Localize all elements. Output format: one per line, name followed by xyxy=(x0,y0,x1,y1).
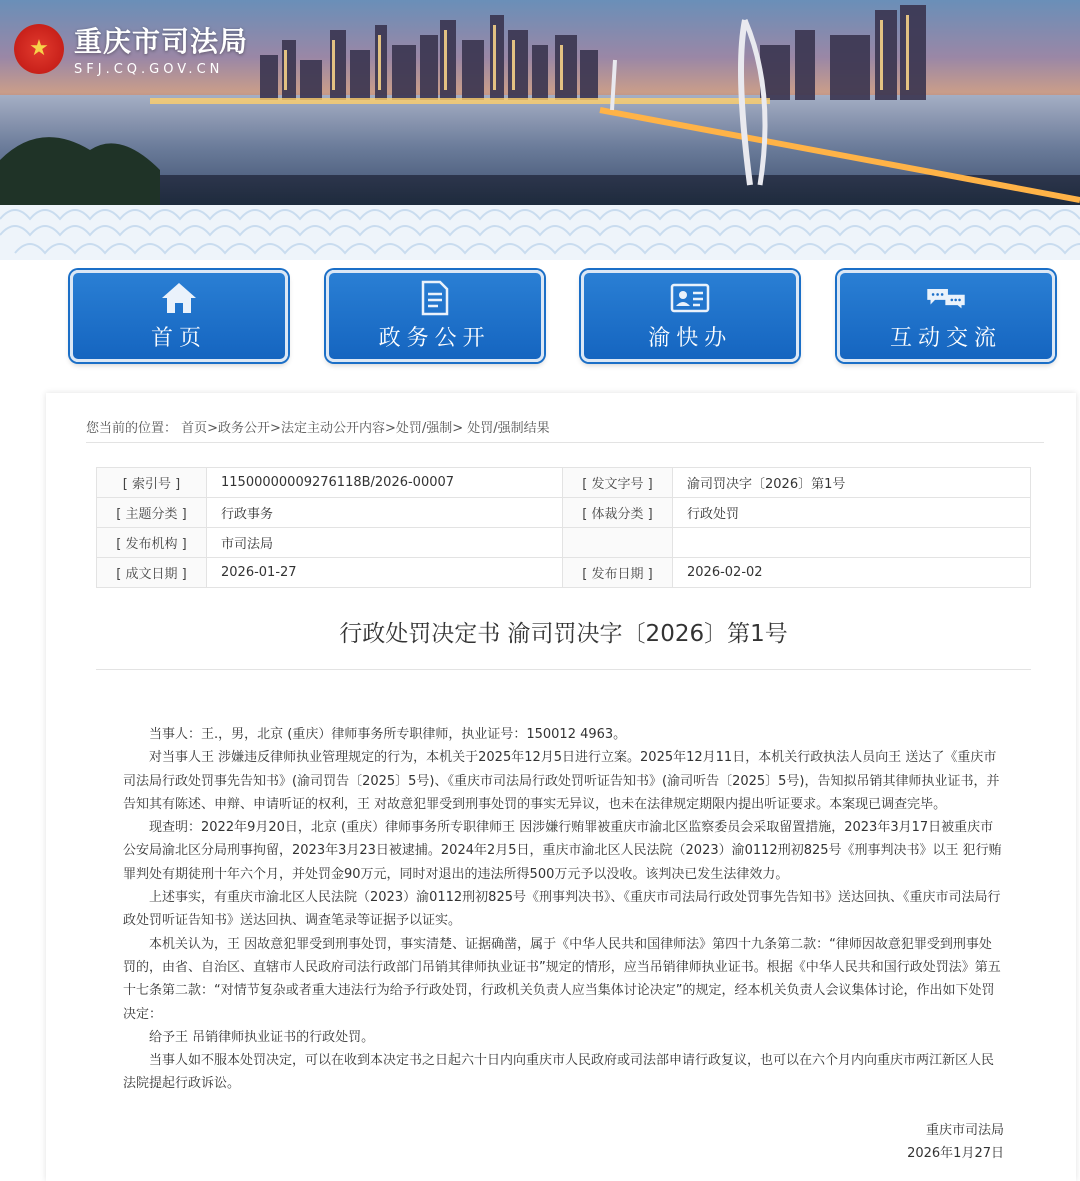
body-paragraph: 本机关认为，王 因故意犯罪受到刑事处罚，事实清楚、证据确凿，属于《中华人民共和国律师法》第四十九条第二款：“律师因故意犯罪受到刑事处罚的，由省、自治区、直辖市人民政府司法行政部门吊销其律师执业证书”规定的情形，应当吊销律师执业证书。根据《中华人民共和国行政处罚法》第五十七条第二款：“对情节复杂或者重大违法行为给予行政处罚，行政机关负责人应当集体讨论决定”的规定，经本机关负责人会议集体讨论，作出如下处罚决定： xyxy=(123,936,1001,1022)
document-body xyxy=(123,723,1003,1096)
home-icon xyxy=(159,281,199,315)
wave-pattern-band xyxy=(0,205,1080,260)
written-date-label: [ 成文日期 ] xyxy=(97,558,207,588)
nav-gov-affairs-label: 政务公开 xyxy=(378,325,491,351)
header-banner xyxy=(0,0,1080,205)
doc-number-label: [ 发文字号 ] xyxy=(563,468,673,498)
index-value: 11500000009276118B/2026-00007 xyxy=(207,468,563,498)
document-icon xyxy=(415,281,455,315)
document-title: 行政处罚决定书 渝司罚决字〔2026〕第1号 xyxy=(339,621,788,647)
body-paragraph: 当事人如不服本处罚决定，可以在收到本决定书之日起六十日内向重庆市人民政府或司法部申请行政复议，也可以在六个月内向重庆市两江新区人民法院提起行政诉讼。 xyxy=(123,1053,995,1092)
body-paragraph: 对当事人王 涉嫌违反律师执业管理规定的行为，本机关于2025年12月5日进行立案。2025年12月11日，本机关行政执法人员向王 送达了《重庆市司法局行政处罚事先告知书》(渝司罚告〔2025〕5号)、《重庆市司法局行政处罚听证告知书》(渝司听告〔2025〕5号)，告知拟吊销其律师执业证书，并告知其有陈述、申辩、申请听证的权利，王 对故意犯罪受到刑事处罚的事实无异议，也未在法律规定期限内提出听证要求。本案现已调查完毕。 xyxy=(123,750,1000,812)
breadcrumb xyxy=(86,417,1044,443)
body-paragraph: 给予王 吊销律师执业证书的行政处罚。 xyxy=(149,1029,375,1045)
title-divider xyxy=(96,669,1031,670)
article-content xyxy=(46,393,1076,1181)
doc-number-value: 渝司罚决字〔2026〕第1号 xyxy=(673,468,1031,498)
empty-cell xyxy=(673,528,1031,558)
nav-yukuaiban-button[interactable] xyxy=(581,270,799,362)
breadcrumb-path[interactable]: 首页>政务公开>法定主动公开内容>处罚/强制> 处罚/强制结果 xyxy=(181,421,550,436)
breadcrumb-prefix: 您当前的位置： xyxy=(86,421,178,436)
sign-date: 2026年1月27日 xyxy=(907,1146,1004,1161)
nav-gov-affairs-button[interactable] xyxy=(326,270,544,362)
site-domain: SFJ.CQ.GOV.CN xyxy=(74,62,224,77)
national-emblem-icon: ★ xyxy=(14,24,64,74)
empty-cell xyxy=(563,528,673,558)
signatory: 重庆市司法局 xyxy=(925,1123,1004,1138)
id-card-icon xyxy=(670,281,710,315)
topic-label: [ 主题分类 ] xyxy=(97,498,207,528)
genre-value: 行政处罚 xyxy=(673,498,1031,528)
publish-date-label: [ 发布日期 ] xyxy=(563,558,673,588)
issuer-label: [ 发布机构 ] xyxy=(97,528,207,558)
main-nav xyxy=(70,270,1055,365)
publish-date-value: 2026-02-02 xyxy=(673,558,1031,588)
index-label: [ 索引号 ] xyxy=(97,468,207,498)
chat-icon xyxy=(926,281,966,315)
nav-interaction-label: 互动交流 xyxy=(889,325,1002,351)
body-paragraph: 现查明：2022年9月20日，北京 (重庆）律师事务所专职律师王 因涉嫌行贿罪被重庆市渝北区监察委员会采取留置措施，2023年3月17日被重庆市公安局渝北区分局刑事拘留，2023年3月23日被逮捕。2024年2月5日，重庆市渝北区人民法院（2023）渝0112刑初825号《刑事判决书》以王 犯行贿罪判处有期徒刑十年六个月，并处罚金90万元，同时对退出的违法所得500万元予以没收。该判决已发生法律效力。 xyxy=(123,820,1002,882)
nav-home-label: 首页 xyxy=(150,325,207,351)
site-logo[interactable] xyxy=(14,20,248,77)
nav-home-button[interactable] xyxy=(70,270,288,362)
document-meta-table xyxy=(96,467,1031,588)
site-name: 重庆市司法局 xyxy=(74,25,249,58)
written-date-value: 2026-01-27 xyxy=(207,558,563,588)
nav-interaction-button[interactable] xyxy=(837,270,1055,362)
body-paragraph: 当事人：王.，男，北京 (重庆）律师事务所专职律师，执业证号：150012 4963。 xyxy=(149,727,627,742)
body-paragraph: 上述事实，有重庆市渝北区人民法院（2023）渝0112刑初825号《刑事判决书》、《重庆市司法局行政处罚事先告知书》送达回执、《重庆市司法局行政处罚听证告知书》送达回执、调查笔录等证据予以证实。 xyxy=(123,890,1001,929)
issuer-value: 市司法局 xyxy=(207,528,563,558)
topic-value: 行政事务 xyxy=(207,498,563,528)
nav-yukuaiban-label: 渝快办 xyxy=(648,325,733,351)
genre-label: [ 体裁分类 ] xyxy=(563,498,673,528)
signature-block xyxy=(806,1119,1004,1165)
